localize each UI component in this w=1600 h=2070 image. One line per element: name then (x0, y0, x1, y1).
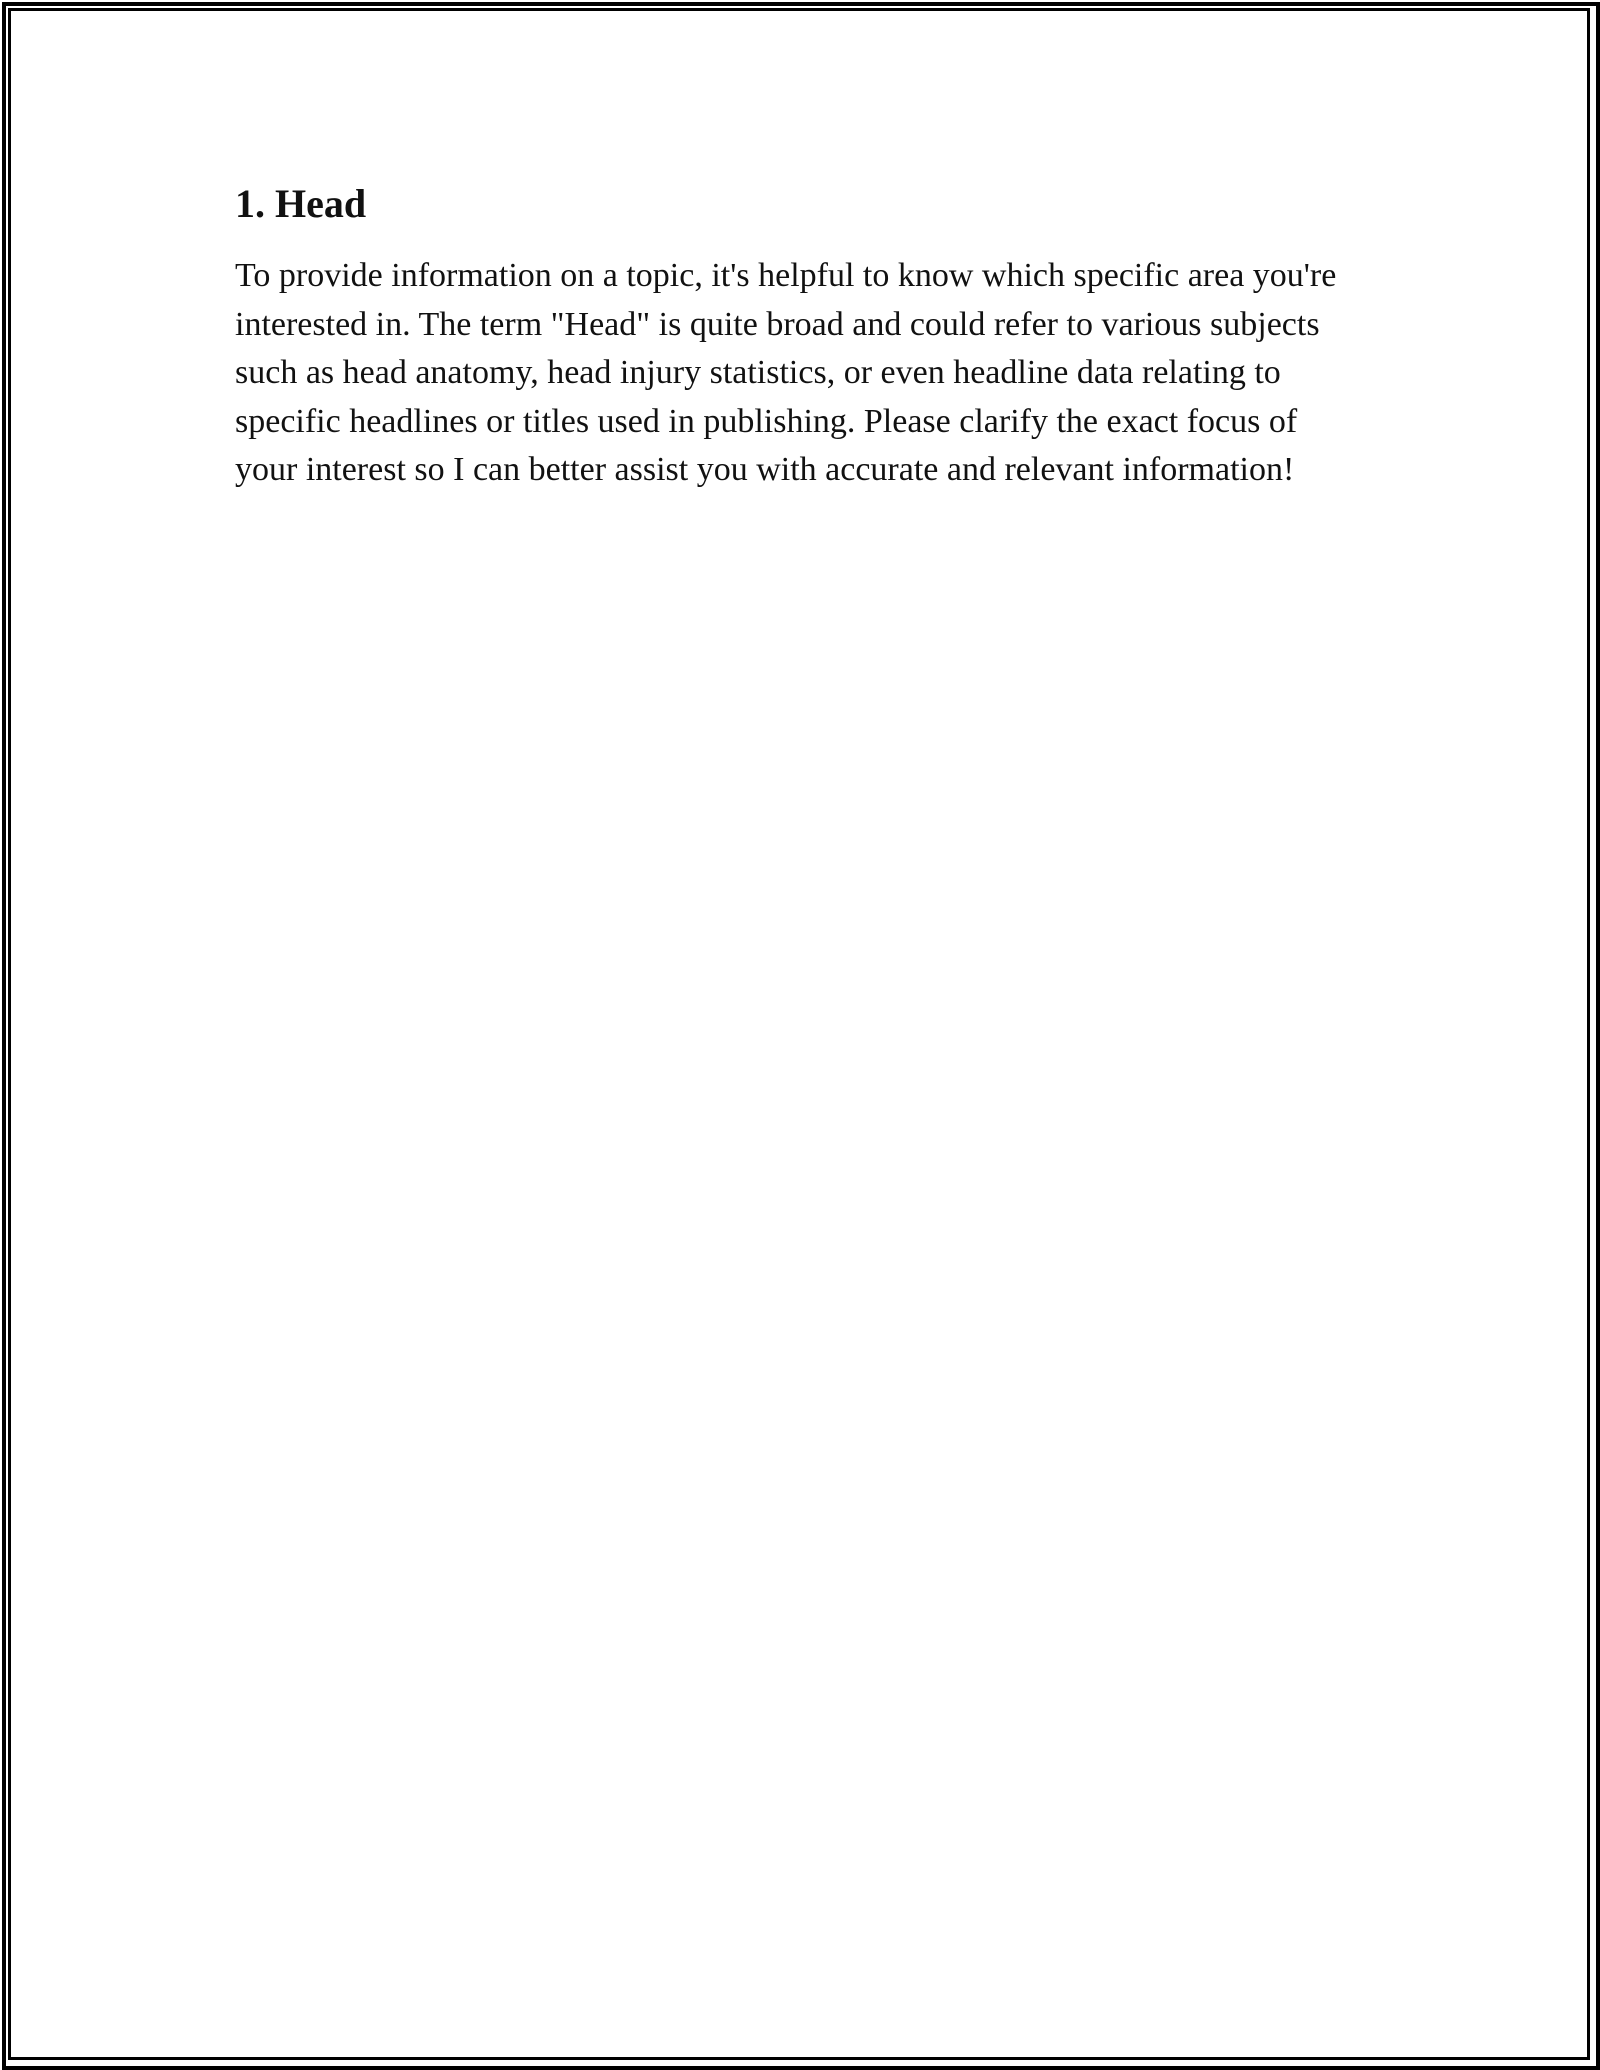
document-content (235, 180, 1365, 495)
section-heading: 1. Head (235, 181, 367, 226)
section-paragraph: To provide information on a topic, it's helpful to know which specific area you're interested in. The term "Head" is quite broad and could refer to various subjects such as head anatomy, head injury statistics, or even headline data relating to specific headlines or titles used in publishing. Please clarify the exact focus of your interest so I can better assist you with accurate and relevant information! (235, 257, 1337, 488)
